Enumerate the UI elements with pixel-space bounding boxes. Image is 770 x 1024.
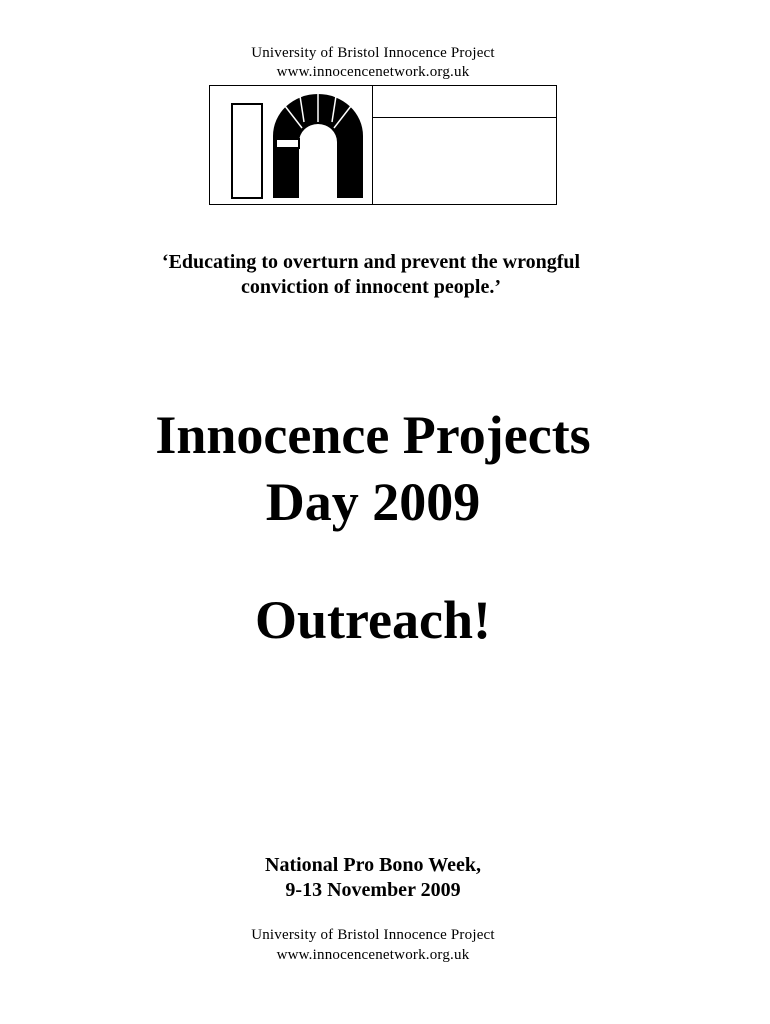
title-line-1: Innocence Projects <box>155 405 591 465</box>
title-line-2: Day 2009 <box>265 472 481 532</box>
logo-divider-horizontal <box>373 117 556 118</box>
mission-quote-line-1: ‘Educating to overturn and prevent the wrongful <box>161 251 581 273</box>
mission-quote-line-2: conviction of innocent people.’ <box>241 276 501 298</box>
footer-organization: University of Bristol Innocence Project <box>251 927 495 943</box>
header-organization: University of Bristol Innocence Project <box>251 45 495 61</box>
event-line-1: National Pro Bono Week, <box>265 854 481 876</box>
title-line-3: Outreach! <box>255 590 491 650</box>
innocence-network-logo <box>230 92 370 200</box>
event-line-2: 9-13 November 2009 <box>285 879 461 901</box>
logo-box <box>209 85 557 205</box>
footer-url: www.innocencenetwork.org.uk <box>276 947 470 963</box>
logo-divider-vertical <box>372 86 373 204</box>
header-url: www.innocencenetwork.org.uk <box>276 64 470 80</box>
